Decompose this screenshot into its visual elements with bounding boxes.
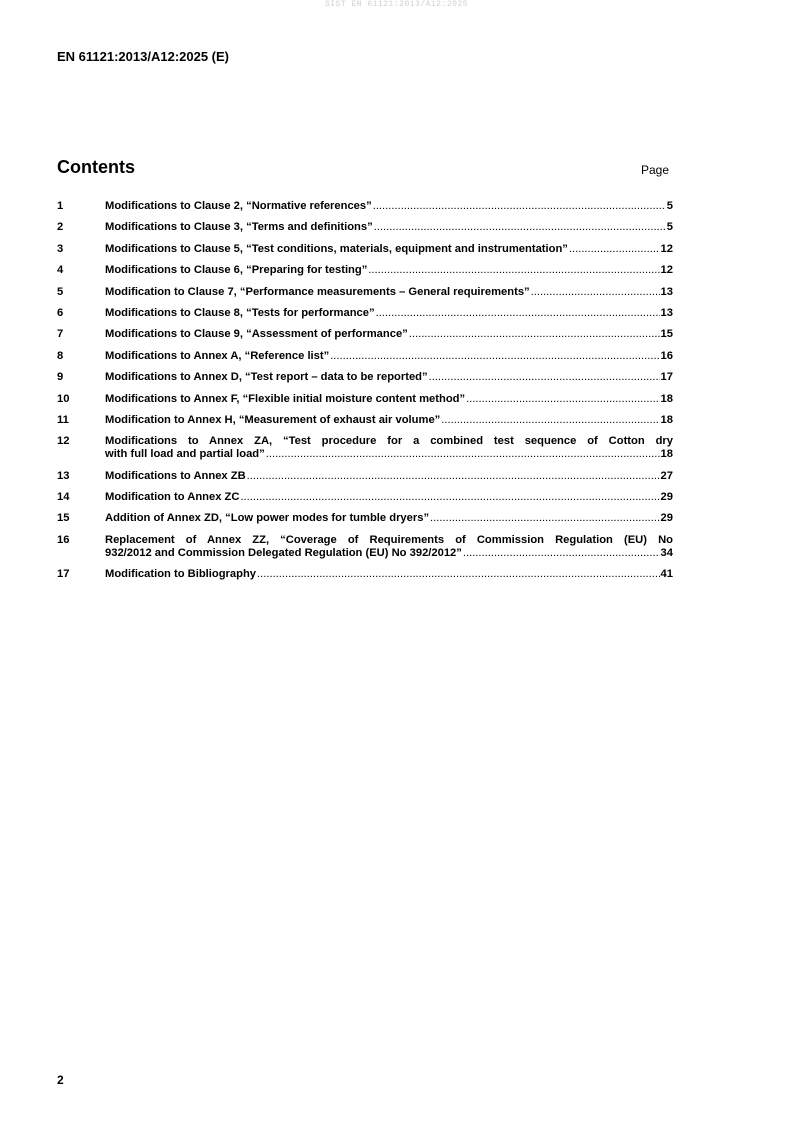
toc-entry-number: 14 <box>57 491 70 504</box>
toc-entry[interactable] <box>57 414 673 427</box>
toc-entry[interactable] <box>57 512 673 525</box>
contents-heading: Contents <box>57 157 135 177</box>
toc-entry-title[interactable]: Modifications to Clause 3, “Terms and definitions” <box>105 221 373 234</box>
toc-entry-page: 17 <box>660 371 673 384</box>
toc-entry-number: 2 <box>57 221 64 234</box>
toc-entry[interactable] <box>57 264 673 277</box>
toc-entry[interactable] <box>57 221 673 234</box>
toc-dot-leader <box>430 512 660 525</box>
toc-entry-page: 12 <box>660 264 673 277</box>
toc-entry[interactable] <box>57 435 673 461</box>
toc-entry[interactable] <box>57 328 673 341</box>
document-id: EN 61121:2013/A12:2025 (E) <box>57 49 230 64</box>
toc-entry-title[interactable]: Modifications to Annex D, “Test report – data to be reported” <box>105 371 428 384</box>
toc-entry-title[interactable]: Modifications to Clause 2, “Normative references” <box>105 200 372 212</box>
toc-entry-number: 13 <box>57 469 70 482</box>
toc-entry-number: 5 <box>57 285 64 298</box>
toc-entry-page: 5 <box>666 221 673 234</box>
toc-entry[interactable] <box>57 286 673 299</box>
toc-entry-number: 1 <box>57 200 64 212</box>
toc-entry-number: 9 <box>57 371 64 384</box>
toc-dot-leader <box>531 286 660 299</box>
toc-entry-title[interactable]: Modifications to Clause 5, “Test conditions, materials, equipment and instrumentation” <box>105 242 568 255</box>
toc-entry[interactable] <box>57 534 673 560</box>
toc-entry-title[interactable]: Modifications to Annex F, “Flexible initial moisture content method” <box>105 392 466 405</box>
toc-entry-number: 3 <box>57 242 64 255</box>
toc-entry-title[interactable]: Addition of Annex ZD, “Low power modes for tumble dryers” <box>105 512 430 525</box>
toc-entry-title[interactable]: Modifications to Clause 9, “Assessment of performance” <box>105 328 408 341</box>
toc-entry-title[interactable]: Modification to Annex H, “Measurement of exhaust air volume” <box>105 413 441 426</box>
toc-dot-leader <box>409 328 660 341</box>
toc-dot-leader <box>240 491 659 504</box>
toc-entry[interactable] <box>57 350 673 363</box>
toc-entry[interactable] <box>57 371 673 384</box>
toc-dot-leader <box>429 371 660 384</box>
toc-entry-title-line1[interactable]: Modifications to Annex ZA, “Test procedure for a combined test sequence of Cotton dry <box>105 435 673 448</box>
toc-entry-page: 41 <box>660 568 673 581</box>
toc-entry-page: 16 <box>660 349 673 362</box>
toc-entry[interactable] <box>57 568 673 581</box>
toc-entry-title-line1[interactable]: Replacement of Annex ZZ, “Coverage of Requirements of Commission Regulation (EU) No <box>105 533 673 546</box>
toc-dot-leader <box>374 221 666 234</box>
toc-entry-page: 12 <box>660 242 673 255</box>
toc-entry-number: 8 <box>57 349 64 362</box>
toc-entry-page: 27 <box>660 469 673 482</box>
toc-entry-title[interactable]: Modifications to Clause 6, “Preparing for testing” <box>105 264 368 277</box>
toc-entry-page: 29 <box>660 491 673 504</box>
toc-entry-number: 15 <box>57 512 70 525</box>
toc-entry-title[interactable]: Modifications to Annex ZB <box>105 469 246 482</box>
toc-dot-leader <box>368 264 659 277</box>
toc-entry[interactable] <box>57 307 673 320</box>
toc-entry-number: 16 <box>57 533 70 546</box>
toc-dot-leader <box>266 448 660 461</box>
page-number: 2 <box>57 1073 64 1087</box>
toc-dot-leader <box>569 243 660 256</box>
toc-entry-number: 12 <box>57 435 70 448</box>
toc-entry-number: 7 <box>57 328 64 341</box>
toc-entry-page: 5 <box>666 200 673 212</box>
toc-entry-number: 11 <box>57 413 69 426</box>
toc-entry-number: 17 <box>57 568 70 581</box>
toc-entry[interactable] <box>57 393 673 406</box>
toc-entry-page: 15 <box>660 328 673 341</box>
toc-entry-title[interactable]: Modification to Clause 7, “Performance measurements – General requirements” <box>105 285 530 298</box>
toc-entry-page: 18 <box>660 448 673 461</box>
toc-entry-title[interactable]: Modification to Bibliography <box>105 568 257 581</box>
toc-entry-page: 13 <box>660 285 673 298</box>
toc-dot-leader <box>463 547 660 560</box>
toc-entry-title[interactable]: Modification to Annex ZC <box>105 491 240 504</box>
watermark: SIST EN 61121:2013/A12:2025 <box>324 0 469 9</box>
toc-entry-title-line2[interactable]: with full load and partial load” <box>105 448 265 461</box>
toc-dot-leader <box>466 393 659 406</box>
toc-entry-title[interactable]: Modifications to Annex A, “Reference list” <box>105 349 330 362</box>
toc-entry[interactable] <box>57 491 673 504</box>
toc-entry-page: 18 <box>660 413 673 426</box>
toc-entry-title-line2[interactable]: 932/2012 and Commission Delegated Regulation (EU) No 392/2012” <box>105 546 462 559</box>
toc-entry[interactable] <box>57 200 673 213</box>
toc-entry-title[interactable]: Modifications to Clause 8, “Tests for performance” <box>105 306 375 319</box>
toc-dot-leader <box>376 307 660 320</box>
toc-entry-page: 29 <box>660 512 673 525</box>
toc-entry-number: 4 <box>57 264 64 277</box>
toc-entry-number: 6 <box>57 306 64 319</box>
toc-entry-number: 10 <box>57 392 70 405</box>
toc-entry-page: 18 <box>660 392 673 405</box>
page-column-label: Page <box>640 163 669 177</box>
toc-entry-page: 13 <box>660 306 673 319</box>
table-of-contents <box>57 200 673 590</box>
toc-dot-leader <box>247 470 660 483</box>
toc-dot-leader <box>441 414 659 427</box>
toc-entry[interactable] <box>57 243 673 256</box>
toc-dot-leader <box>373 200 666 213</box>
toc-dot-leader <box>330 350 659 363</box>
toc-entry[interactable] <box>57 470 673 483</box>
toc-entry-page: 34 <box>660 546 673 559</box>
toc-dot-leader <box>257 568 660 581</box>
